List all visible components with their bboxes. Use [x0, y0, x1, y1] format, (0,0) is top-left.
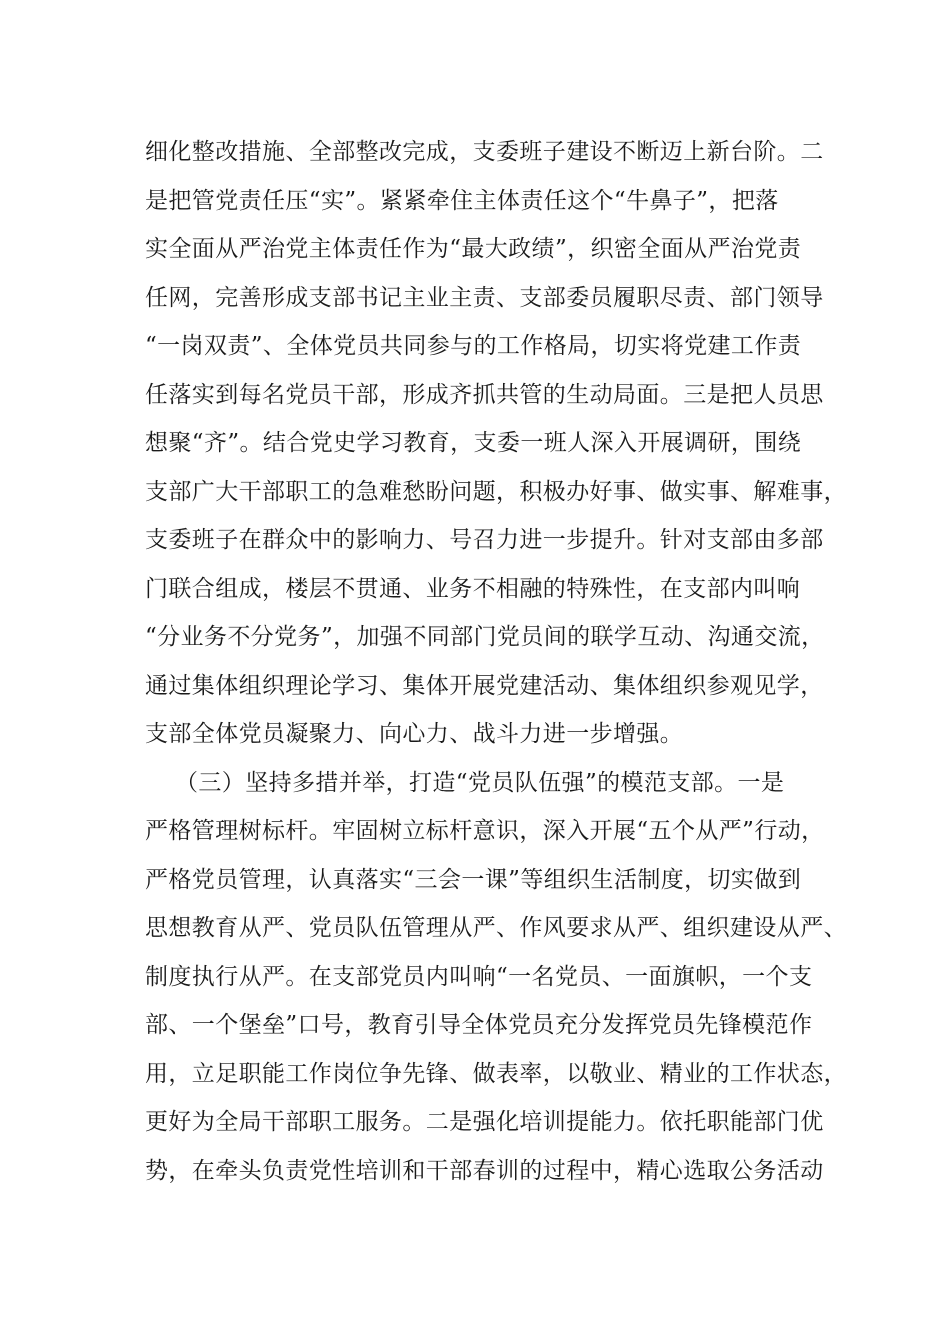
- text-line: “分业务不分党务”，加强不同部门党员间的联学互动、沟通交流，: [145, 624, 825, 650]
- document-body: [145, 128, 847, 1195]
- text-line: 思想教育从严、党员队伍管理从严、作风要求从严、组织建设从严、: [145, 915, 847, 941]
- text-line: 支委班子在群众中的影响力、号召力进一步提升。针对支部由多部: [145, 527, 824, 553]
- text-line: 势，在牵头负责党性培训和干部春训的过程中，精心选取公务活动: [145, 1157, 824, 1184]
- text-line: 制度执行从严。在支部党员内叫响“一名党员、一面旗帜，一个支: [145, 963, 813, 990]
- text-line: 任落实到每名党员干部，形成齐抓共管的生动局面。三是把人员思: [145, 381, 824, 408]
- text-line: 任网，完善形成支部书记主业主责、支部委员履职尽责、部门领导: [145, 284, 824, 311]
- text-line: 支部广大干部职工的急难愁盼问题，积极办好事、做实事、解难事，: [145, 478, 847, 505]
- text-line: “一岗双责”、全体党员共同参与的工作格局，切实将党建工作责: [145, 333, 802, 359]
- text-line: 是把管党责任压“实”。紧紧牵住主体责任这个“牛鼻子”，把落: [145, 187, 779, 214]
- text-line: 通过集体组织理论学习、集体开展党建活动、集体组织参观见学，: [145, 672, 824, 699]
- text-line: 更好为全局干部职工服务。二是强化培训提能力。依托职能部门优: [145, 1109, 824, 1135]
- text-line: 部、一个堡垒”口号，教育引导全体党员充分发挥党员先锋模范作: [145, 1012, 813, 1038]
- text-line: 用，立足职能工作岗位争先锋、做表率，以敬业、精业的工作状态，: [145, 1060, 847, 1087]
- text-line: 支部全体党员凝聚力、向心力、战斗力进一步增强。: [145, 721, 684, 747]
- text-line: 细化整改措施、全部整改完成，支委班子建设不断迈上新台阶。二: [145, 139, 824, 165]
- text-line: 严格管理树标杆。牢固树立标杆意识，深入开展“五个从严”行动，: [145, 818, 825, 844]
- text-line: 想聚“齐”。结合党史学习教育，支委一班人深入开展调研，围绕: [145, 430, 802, 456]
- text-line: 严格党员管理，认真落实“三会一课”等组织生活制度，切实做到: [145, 866, 802, 893]
- section-heading-line: （三）坚持多措并举，打造“党员队伍强”的模范支部。一是: [175, 769, 785, 796]
- text-line: 门联合组成，楼层不贯通、业务不相融的特殊性，在支部内叫响: [145, 575, 801, 602]
- text-line: 实全面从严治党主体责任作为“最大政绩”，织密全面从严治党责: [145, 236, 802, 262]
